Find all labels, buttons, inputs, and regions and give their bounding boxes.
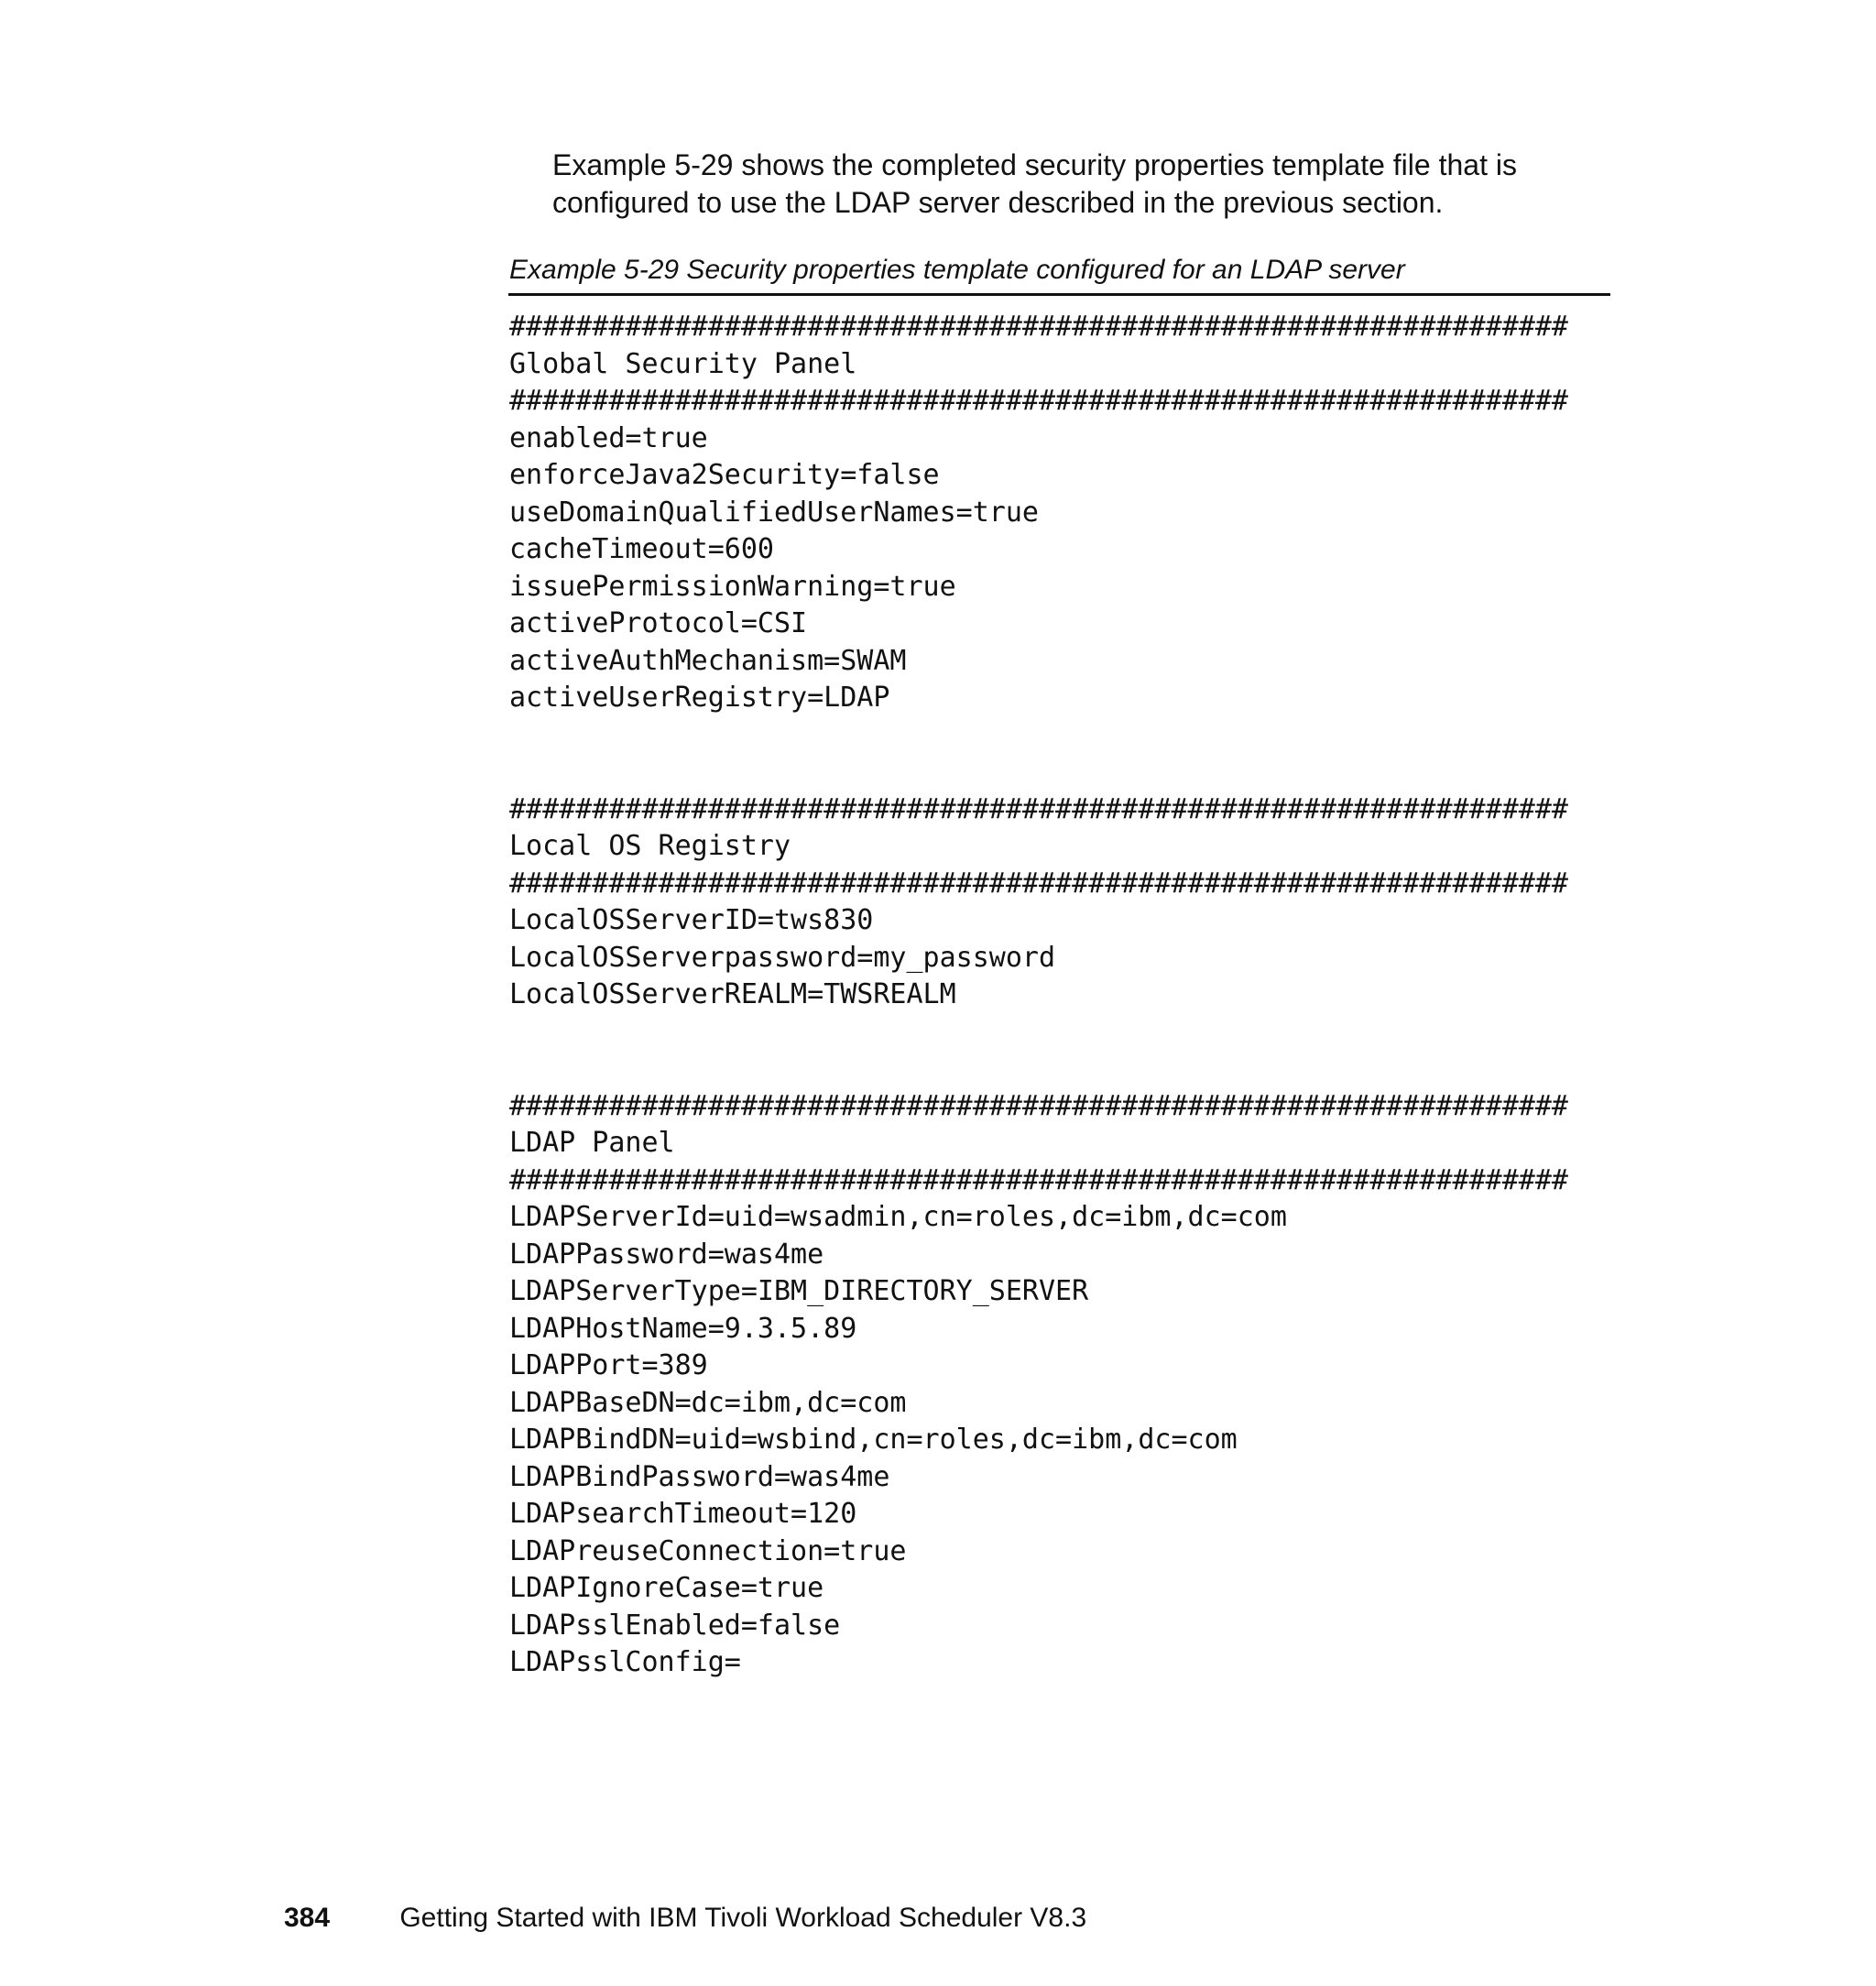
code-example: [509, 309, 1618, 1692]
code-line: [509, 754, 1618, 791]
code-line: LocalOSServerREALM=TWSREALM: [509, 978, 956, 1010]
code-line: LDAPBaseDN=dc=ibm,dc=com: [509, 1386, 907, 1419]
code-line: activeAuthMechanism=SWAM: [509, 644, 907, 677]
code-line: ################################################################: [509, 385, 1568, 417]
code-line: ################################################################: [509, 311, 1568, 343]
code-line: LDAPBindPassword=was4me: [509, 1460, 890, 1493]
intro-line: configured to use the LDAP server described in the previous section.: [552, 186, 1444, 219]
code-line: activeProtocol=CSI: [509, 607, 808, 639]
code-line: LDAPsslEnabled=false: [509, 1609, 841, 1642]
intro-paragraph: [552, 147, 1633, 222]
code-line: LDAPsearchTimeout=120: [509, 1498, 857, 1530]
code-line: LDAPServerId=uid=wsadmin,cn=roles,dc=ibm,dc=com: [509, 1201, 1287, 1233]
code-line: ################################################################: [509, 792, 1568, 825]
page-number: 384: [284, 1903, 331, 1933]
code-line: LDAP Panel: [509, 1127, 675, 1159]
code-line: LDAPPort=389: [509, 1349, 708, 1381]
code-line: [509, 1051, 1618, 1088]
caption-divider: [508, 293, 1610, 296]
code-line: issuePermissionWarning=true: [509, 570, 956, 603]
code-line: LDAPHostName=9.3.5.89: [509, 1312, 857, 1345]
code-line: LocalOSServerpassword=my_password: [509, 941, 1056, 974]
code-line: ################################################################: [509, 1163, 1568, 1196]
code-line: LDAPBindDN=uid=wsbind,cn=roles,dc=ibm,dc=com: [509, 1424, 1238, 1456]
code-line: LDAPServerType=IBM_DIRECTORY_SERVER: [509, 1275, 1089, 1307]
code-line: enabled=true: [509, 421, 708, 454]
code-line: useDomainQualifiedUserNames=true: [509, 496, 1039, 529]
code-line: ################################################################: [509, 1089, 1568, 1122]
code-line: enforceJava2Security=false: [509, 459, 940, 491]
code-line: Global Security Panel: [509, 347, 857, 380]
code-line: cacheTimeout=600: [509, 533, 774, 565]
code-line: LDAPPassword=was4me: [509, 1238, 824, 1271]
book-title: Getting Started with IBM Tivoli Workload Scheduler V8.3: [399, 1903, 1087, 1933]
code-line: LocalOSServerID=tws830: [509, 904, 874, 936]
code-line: LDAPreuseConnection=true: [509, 1534, 907, 1567]
code-line: activeUserRegistry=LDAP: [509, 682, 890, 714]
example-caption: Example 5-29 Security properties template configured for an LDAP server: [509, 255, 1405, 285]
code-line: Local OS Registry: [509, 830, 791, 862]
code-line: [509, 1014, 1618, 1052]
code-line: [509, 717, 1618, 755]
code-line: LDAPIgnoreCase=true: [509, 1572, 824, 1604]
intro-line: Example 5-29 shows the completed security properties template file that is: [552, 148, 1517, 181]
code-line: ################################################################: [509, 867, 1568, 900]
code-line: LDAPsslConfig=: [509, 1646, 741, 1678]
page-footer: [284, 1900, 1086, 1937]
